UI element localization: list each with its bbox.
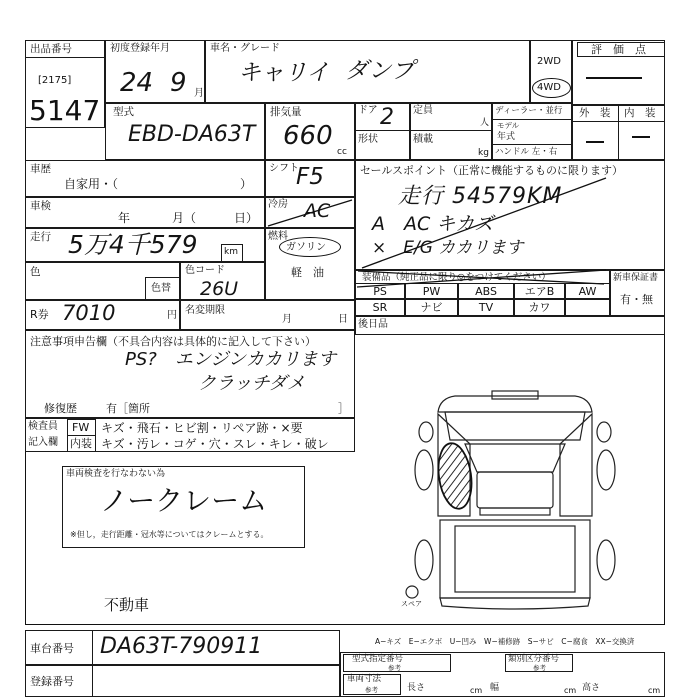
fuel-gasoline: ガソリン [286,242,326,253]
first-registration-year: 24 [120,68,154,98]
recycle-label: R券 [30,308,49,321]
name-change-month: 月 [282,314,292,325]
width-unit: cm [564,686,577,695]
width-label: 幅 [490,683,500,693]
equipment-item-pw: PW [405,283,458,299]
type-designation-label: 型式指定番号 [352,654,404,664]
no-claim-note: ※但し，走行距離・冠水等についてはクレームとする。 [70,530,269,539]
load-label: 積載 [413,134,433,145]
door-label: ドア [358,105,378,116]
displacement-label: 排気量 [270,106,302,118]
height-label: 高さ [582,683,601,693]
model-label: 型式 [113,106,134,118]
fuel-gasoline-circle [279,237,341,257]
warranty-value: 有・無 [620,293,653,306]
exterior-label: 外 装 [579,107,611,119]
mirror-left [419,422,433,442]
color-code-value: 26U [200,278,239,300]
mileage-label: 走行 [30,231,51,243]
sales-point-line-2: A AC キカズ [372,213,494,235]
inspector-fw-text: キズ・飛石・ヒビ割・リペア跡・×要 [101,421,303,435]
hood [445,412,585,440]
displacement-unit: cc [337,147,347,157]
model-value: EBD-DA63T [128,122,256,147]
registration-label: 登録番号 [30,675,74,688]
inspector-interior-label: 内装 [70,437,92,450]
fuel-label: 燃料 [268,231,288,242]
damage-hatch-mark [435,441,476,511]
dimensions-label: 車両寸法 [347,674,382,684]
repair-history-label: 修復歴 [44,402,77,415]
windshield [465,444,565,472]
equipment-item-sr: SR [355,299,405,316]
interior-dash-mark [632,136,650,138]
sales-point-line-3: × E/G カカリます [372,238,524,258]
first-registration-label: 初度登録年月 [110,43,170,54]
notes-line-2: クラッチダメ [198,373,305,394]
recycle-value: 7010 [62,301,116,325]
wheel-front-right [597,450,615,490]
no-claim-heading: 車両検査を行なわない為 [66,469,166,479]
inspector-entry-label: 記入欄 [28,437,58,448]
length-label: 長さ [407,683,426,693]
recycle-unit: 円 [167,310,177,321]
chassis-label: 車台番号 [30,642,74,655]
first-registration-month: 9 [170,68,187,98]
later-items-label: 後日品 [358,319,388,330]
drive-2wd: 2WD [537,56,561,67]
color-code-label: 色コード [185,265,225,276]
equipment-label: 装備品（純正品に限り◎をつけてください） [362,272,551,283]
roof [477,472,553,508]
name-change-day: 日 [338,314,348,325]
warranty-label: 新車保証書 [613,273,659,283]
condition-divider [618,105,619,160]
equipment-item-navi: ナビ [405,299,458,316]
lot-code: [2175] [38,75,72,86]
wheel-rear-left [415,540,433,580]
equipment-item-airbag: エアB [514,283,565,299]
height-unit: cm [648,686,661,695]
repair-history-value: 有［箇所 [106,402,150,415]
equipment-item-tv: TV [458,299,514,316]
history-close: ） [240,177,253,191]
equipment-item-abs: ABS [458,283,514,299]
immobile-label: 不動車 [104,596,150,614]
color-label: 色 [30,266,41,278]
door-value: 2 [380,105,394,130]
lot-label: 出品番号 [30,43,72,55]
type-designation-ref: 参考 [388,664,401,672]
chassis-value: DA63T-790911 [100,634,263,659]
car-damage-diagram [395,385,635,615]
vehicle-name-label: 車名・グレード [210,43,280,54]
color-change-label: 色替 [151,283,171,294]
inspection-month: 月（ [172,211,197,225]
rear-window [480,508,550,515]
dimensions-ref: 参考 [365,686,378,694]
handle-label: ハンドル 左・右 [495,147,558,157]
wheel-front-left [415,450,433,490]
inspector-interior-text: キズ・汚レ・コゲ・穴・スレ・キレ・破レ [101,437,329,451]
capacity-unit: 人 [480,118,490,128]
shift-value: F5 [296,164,324,190]
front-bumper [438,396,592,412]
shape-label: 形状 [358,134,378,145]
lot-number: 5147 [29,94,101,127]
score-dash-mark [586,77,642,79]
first-registration-month-unit: 月 [194,88,204,99]
mirror-right [597,422,611,442]
inspector-label: 検査員 [28,421,58,432]
displacement-value: 660 [283,121,333,151]
later-items-cell [355,316,665,335]
capacity-label: 定員 [413,105,433,116]
aircon-value: AC [304,200,331,222]
model-label-small: モデル [497,121,520,130]
equipment-item-aw: AW [565,283,610,299]
equipment-item-leather: カワ [514,299,565,316]
repair-history-close: ］ [338,402,349,415]
no-claim-title: ノークレーム [100,484,268,517]
vehicle-grade-value: ダンプ [345,58,415,84]
inspector-fw-label: FW [72,421,90,434]
cargo-bed [440,520,590,598]
mileage-value: 5万4千579 [68,230,198,259]
equipment-item-empty [565,299,610,316]
load-unit: kg [478,148,489,158]
notes-label: 注意事項申告欄（不具合内容は具体的に記入して下さい） [30,335,316,348]
aircon-label: 冷房 [268,199,288,210]
door-right [560,414,592,516]
front-plate [492,391,538,399]
fuel-diesel: 軽 油 [291,266,324,279]
exterior-dash-mark [586,141,604,143]
damage-legend: A−キズ E−エクボ U−凹み W−補修跡 S−サビ C−腐食 XX−交換済 [375,637,635,646]
rear-bumper [440,598,590,609]
sales-point-label: セールスポイント（正常に機能するものに限ります） [360,164,624,177]
inspection-label: 車検 [30,200,51,212]
classification-ref: 参考 [533,664,546,672]
drive-4wd-circle [532,78,571,98]
cargo-bed-floor [455,526,575,592]
history-label: 車歴 [30,163,51,175]
drive-4wd: 4WD [537,82,561,93]
inspection-cell [25,197,265,228]
shift-label: シフト [269,163,299,174]
history-cell [25,160,265,197]
sales-point-line-1: 走行 54579KM [398,184,563,209]
inspection-year: 年 [118,211,131,225]
spare-tire [406,586,418,598]
dealer-label: ディーラー・並行 [495,106,563,116]
name-change-label: 名変期限 [185,305,225,316]
vehicle-name-value: キャリイ [238,60,330,86]
classification-label: 類別区分番号 [508,654,560,664]
mileage-unit: km [224,247,238,257]
inspection-day: 日） [234,211,259,225]
notes-line-1: PS? エンジンカカリます [125,349,336,370]
length-unit: cm [470,686,483,695]
score-label: 評 価 点 [591,43,646,56]
history-value: 自家用・（ [64,177,119,191]
interior-label: 内 装 [624,107,656,119]
model-year-label: 年式 [497,132,516,142]
equipment-item-ps: PS [355,283,405,299]
wheel-rear-right [597,540,615,580]
spare-label: スペア [401,600,422,608]
